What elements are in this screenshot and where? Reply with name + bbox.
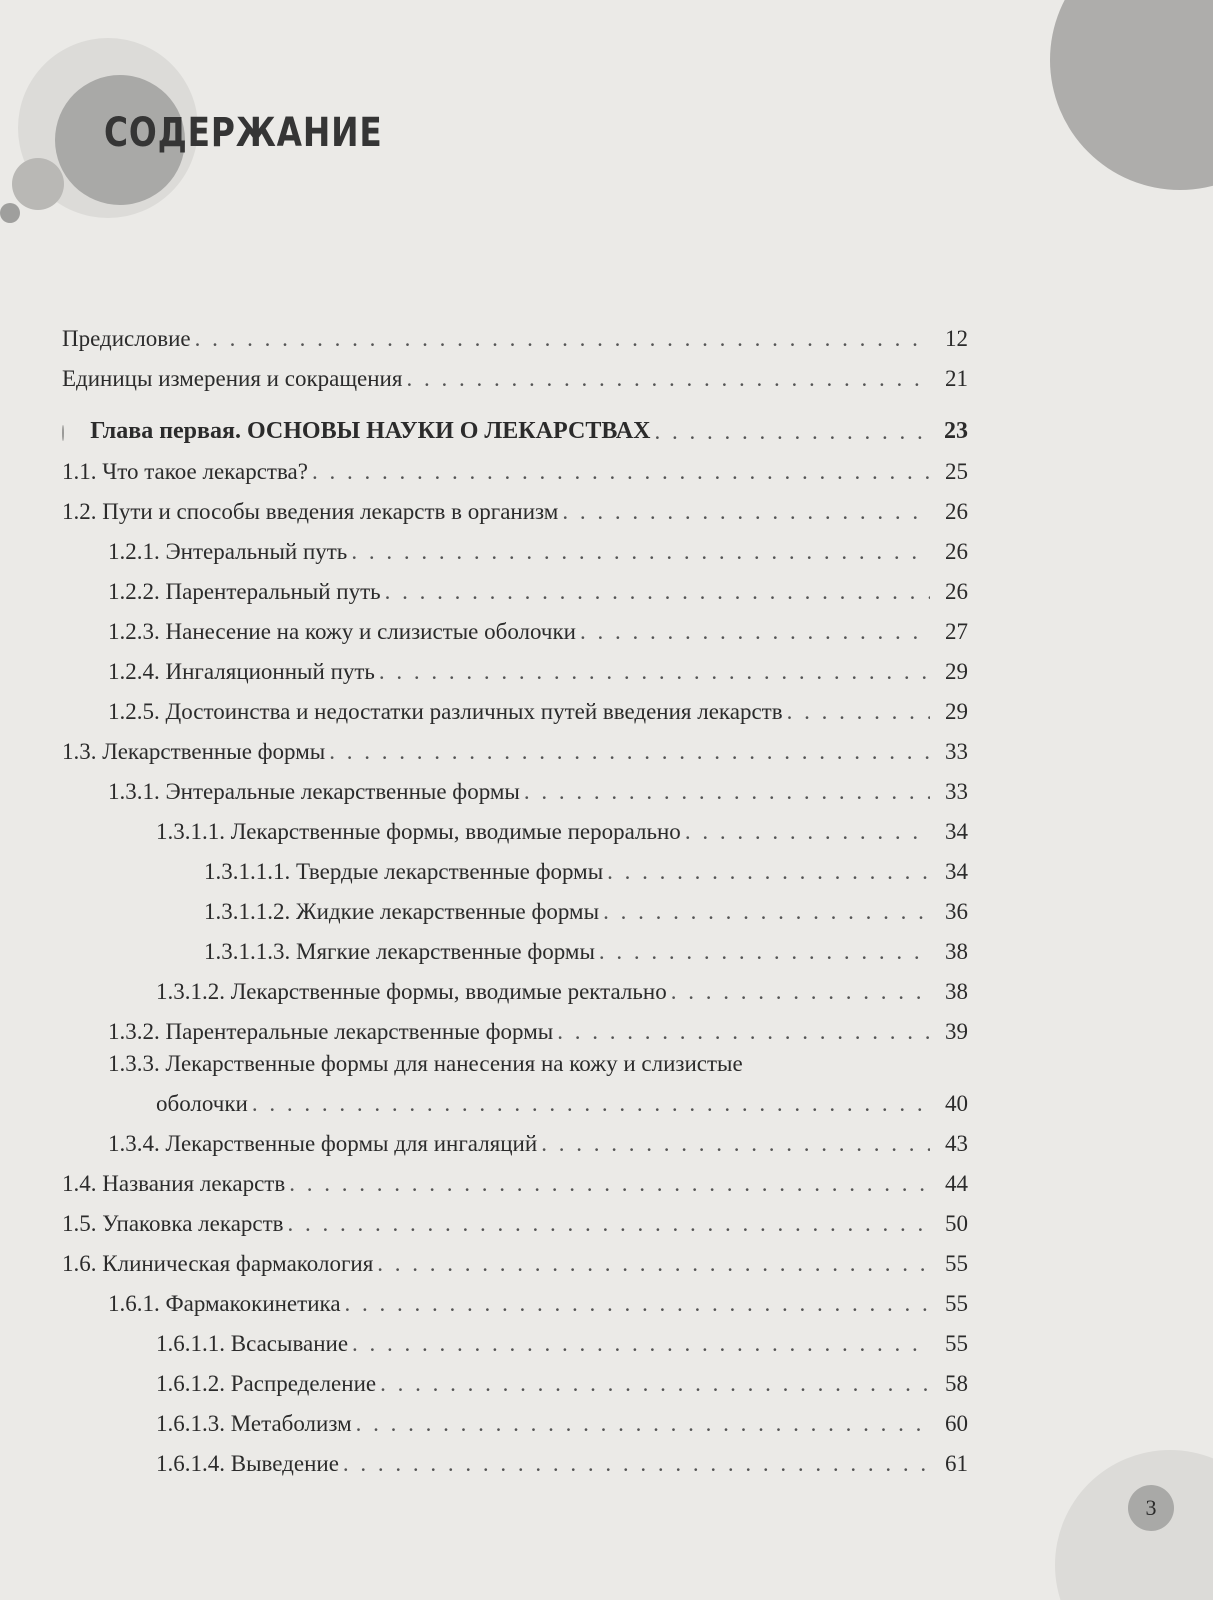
leader-dots: [385, 578, 930, 605]
toc-chapter-label: Глава первая. ОСНОВЫ НАУКИ О ЛЕКАРСТВАХ: [90, 418, 651, 444]
toc-entry-page: 33: [945, 779, 968, 804]
toc-entry-label: 1.2. Пути и способы введения лекарств в организм: [62, 499, 559, 524]
bullet-dot-icon: [62, 425, 64, 441]
table-of-contents: [62, 312, 968, 1477]
leader-dots: [380, 1370, 930, 1397]
toc-entry-label: 1.3.2. Парентеральные лекарственные формы: [108, 1019, 554, 1044]
toc-entry-page: 50: [945, 1211, 968, 1236]
toc-entry-label: 1.2.5. Достоинства и недостатки различных путей введения лекарств: [108, 699, 783, 724]
leader-dots: [541, 1130, 930, 1157]
leader-dots: [607, 858, 930, 885]
toc-entry-label: 1.2.2. Парентеральный путь: [108, 579, 381, 604]
toc-entry-page: 34: [945, 819, 968, 844]
toc-chapter-page: 23: [944, 418, 968, 444]
toc-entry-label: 1.4. Названия лекарств: [62, 1171, 286, 1196]
toc-entry[interactable]: [62, 1237, 968, 1277]
decorative-circle-bottom-right: [1055, 1450, 1213, 1600]
toc-entry[interactable]: [62, 1117, 968, 1157]
leader-dots: [580, 618, 930, 645]
toc-entry-label: Предисловие: [62, 326, 191, 351]
leader-dots: [377, 1250, 930, 1277]
toc-entry-label: 1.6.1. Фармакокинетика: [108, 1291, 341, 1316]
toc-entry-page: 26: [945, 499, 968, 524]
toc-entry[interactable]: [62, 312, 968, 352]
leader-dots: [289, 1170, 930, 1197]
toc-entry[interactable]: [62, 765, 968, 805]
toc-entry-label: 1.3.1.1. Лекарственные формы, вводимые перорально: [156, 819, 681, 844]
toc-entry[interactable]: [62, 1157, 968, 1197]
leader-dots: [685, 818, 930, 845]
toc-entry-page: 25: [945, 459, 968, 484]
toc-entry[interactable]: [62, 485, 968, 525]
toc-entry-label: 1.3.4. Лекарственные формы для ингаляций: [108, 1131, 538, 1156]
toc-entry-page: 40: [945, 1091, 968, 1116]
toc-entry-label: 1.2.1. Энтеральный путь: [108, 539, 348, 564]
page-number-badge: 3: [1128, 1485, 1174, 1531]
leader-dots: [379, 658, 930, 685]
toc-entry[interactable]: [62, 1277, 968, 1317]
toc-entry-page: 43: [945, 1131, 968, 1156]
leader-dots: [351, 538, 930, 565]
leader-dots: [252, 1090, 930, 1117]
leader-dots: [312, 458, 930, 485]
toc-entry-page: 44: [945, 1171, 968, 1196]
leader-dots: [195, 325, 930, 352]
toc-entry-page: 29: [945, 699, 968, 724]
leader-dots: [787, 698, 930, 725]
toc-entry[interactable]: [62, 1197, 968, 1237]
toc-entry-page: 33: [945, 739, 968, 764]
toc-entry-page: 55: [945, 1331, 968, 1356]
leader-dots: [343, 1450, 930, 1477]
leader-dots: [557, 1018, 930, 1045]
toc-chapter-heading[interactable]: [62, 392, 968, 445]
toc-entry-label: 1.2.4. Ингаляционный путь: [108, 659, 375, 684]
toc-entry-page: 61: [945, 1451, 968, 1476]
toc-entry[interactable]: [62, 445, 968, 485]
toc-entry-page: 55: [945, 1291, 968, 1316]
toc-entry[interactable]: [62, 352, 968, 392]
toc-entry[interactable]: [62, 885, 968, 925]
toc-entry[interactable]: [62, 1397, 968, 1437]
toc-entry-label: 1.6.1.4. Выведение: [156, 1451, 339, 1476]
toc-entry-label: 1.3.1.1.2. Жидкие лекарственные формы: [204, 899, 600, 924]
toc-entry[interactable]: [62, 965, 968, 1005]
toc-entry-label: 1.6.1.2. Распределение: [156, 1371, 377, 1396]
toc-entry-page: 21: [945, 366, 968, 391]
toc-entry-page: 58: [945, 1371, 968, 1396]
leader-dots: [345, 1290, 930, 1317]
leader-dots: [562, 498, 930, 525]
leader-dots: [524, 778, 930, 805]
leader-dots: [329, 738, 930, 765]
decorative-circle-small: [12, 158, 64, 210]
toc-entry-page: 60: [945, 1411, 968, 1436]
toc-entry-label: 1.3.1.1.1. Твердые лекарственные формы: [204, 859, 604, 884]
toc-entry-label: 1.3.1.2. Лекарственные формы, вводимые ректально: [156, 979, 667, 1004]
toc-entry-label-continuation: оболочки: [156, 1091, 248, 1116]
toc-entry-label: 1.2.3. Нанесение на кожу и слизистые оболочки: [108, 619, 576, 644]
toc-entry-label: 1.6.1.3. Метаболизм: [156, 1411, 352, 1436]
toc-entry-label: 1.3. Лекарственные формы: [62, 739, 326, 764]
toc-entry[interactable]: [62, 1437, 968, 1477]
toc-entry-page: 26: [945, 579, 968, 604]
toc-entry-label: 1.3.1. Энтеральные лекарственные формы: [108, 779, 520, 804]
leader-dots: [406, 365, 930, 392]
toc-entry[interactable]: [62, 1317, 968, 1357]
toc-entry-continuation[interactable]: [62, 1077, 968, 1117]
toc-entry-page: 26: [945, 539, 968, 564]
toc-entry-label: 1.6.1.1. Всасывание: [156, 1331, 349, 1356]
decorative-circle-top-right: [1050, 0, 1213, 190]
toc-entry-label: 1.1. Что такое лекарства?: [62, 459, 308, 484]
toc-entry[interactable]: [62, 845, 968, 885]
leader-dots: [671, 978, 930, 1005]
leader-dots: [599, 938, 930, 965]
leader-dots: [603, 898, 930, 925]
toc-entry[interactable]: [62, 565, 968, 605]
toc-entry-label: 1.5. Упаковка лекарств: [62, 1211, 284, 1236]
toc-entry-page: 38: [945, 979, 968, 1004]
toc-entry[interactable]: [62, 685, 968, 725]
toc-entry[interactable]: [62, 645, 968, 685]
toc-entry[interactable]: [62, 605, 968, 645]
toc-entry[interactable]: [62, 805, 968, 845]
toc-entry[interactable]: [62, 725, 968, 765]
toc-entry-label: Единицы измерения и сокращения: [62, 366, 403, 391]
leader-dots: [356, 1410, 930, 1437]
decorative-circle-tiny: [0, 203, 20, 223]
leader-dots: [288, 1210, 930, 1237]
toc-entry-label: 1.3.1.1.3. Мягкие лекарственные формы: [204, 939, 595, 964]
toc-entry-label: 1.3.3. Лекарственные формы для нанесения на кожу и слизистые: [108, 1051, 743, 1076]
toc-entry-page: 36: [945, 899, 968, 924]
toc-entry-label: 1.6. Клиническая фармакология: [62, 1251, 374, 1276]
toc-entry-page: 29: [945, 659, 968, 684]
toc-entry-page: 38: [945, 939, 968, 964]
leader-dots: [655, 418, 931, 445]
toc-entry[interactable]: [62, 1005, 968, 1045]
page-title: СОДЕРЖАНИЕ: [104, 110, 383, 156]
toc-entry[interactable]: [62, 1045, 968, 1077]
toc-entry-page: 12: [945, 326, 968, 351]
toc-entry-page: 39: [945, 1019, 968, 1044]
toc-entry[interactable]: [62, 525, 968, 565]
toc-entry-page: 27: [945, 619, 968, 644]
toc-entry-page: 55: [945, 1251, 968, 1276]
toc-entry[interactable]: [62, 925, 968, 965]
toc-entry[interactable]: [62, 1357, 968, 1397]
toc-entry-page: 34: [945, 859, 968, 884]
leader-dots: [352, 1330, 930, 1357]
